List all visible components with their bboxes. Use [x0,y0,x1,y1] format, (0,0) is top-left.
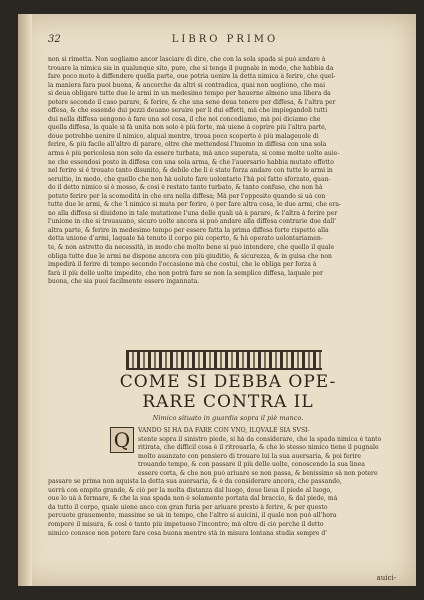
text-line: do il detto nimico si è mosso, & così è restato tanto turbato, & tanto confuso, che non hà [48,184,323,192]
page-gutter [18,14,32,586]
text-line: non si rimetta. Non uogliamo ancor lasciare di dire, che con la sola spada si può andare à [48,56,326,63]
text-line: l'unione in che si trouauano, sicuro uolte ancora si può andare alla diffesa contrarie due dall' [48,218,336,226]
text-line: tutte due le armi, & che 'l nimico si muta per ferire, ò per fare altra cosa, le due armi, che era- [48,201,342,209]
ornamental-band [126,350,322,370]
text-line: ferire, & più facile all'altro di parare, oltre che mettendosi l'huomo in diffesa con una sola [48,141,327,149]
text-line: potuto ferire per la scomodità in che era nella diffesa; Mà per l'opposito quando si uà con [48,192,326,200]
text-line: nel ferire si è trouato tanto disunito, & debile che li è stato forza andare con tutte le armi in [48,167,333,175]
text-line: potere secondo il caso parare, & ferire, & che una sene deua tenere per diffesa, & l'altra per [48,98,336,106]
page-header [48,34,402,48]
chapter-subtitle: Nimico situato in guardia sopra il piè manco. [152,414,304,422]
text-line: percuote grauemente, massime se uà in tempo, che l'altro si auicini, il quale non può all'hora [48,512,337,520]
text-line: ritirata, che difficil cosa è il ritrouarla, & che lo stesso nimico tiene il pugnale [138,444,379,452]
text-line: altra parte, & ferire in medesimo tempo per essere fatta la prima diffesa forte rispetto alla [48,226,329,234]
text-line: te, & non astretto da necessità, in modo che molto bene si può intendere, che quello il quale [48,244,335,252]
text-line: detta unione d'armi, laquale hà tenuto il corpo più coperto, & hà operato uolontariamen- [48,235,323,243]
text-line: essere corta, & che non può ariuare se non passa, & benissimo sà non potere [138,469,378,477]
body-text-lower [48,427,398,538]
text-line: VANDO SI HA DA FARE CON VNO, ILQVALE SIA SVSI- [138,427,310,434]
chapter-title-line2: RARE CONTRA IL [142,392,314,412]
text-line: buona, che sia puoi facilmente essere ingannata. [48,278,200,286]
text-line: rompere il misura, & così è tanto più impetuoso l'incontro; mà oltre di ciò perche il detto [48,521,324,529]
text-line: trouare la nimica sia in qualunque sito, pure, che si tenga il pugnale in modo, che habbia da [48,64,334,72]
text-line: farà il più delle uolte impedito, che non potrà fare se non la semplice diffesa, laquale per [48,269,323,277]
text-line: offesa, & che essendo dui pezzi deuano seruire per li dui effetti, mà che impiegandoli tutti [48,107,328,115]
text-line: no alla diffesa si diuidono in tale mutatione l'una delle quali uà à parare, & l'altra à ferire per [48,209,338,217]
catchword: auici- [376,574,396,582]
body-text-upper [48,56,398,287]
text-line: trouando tempo, & con passare il più delle uolte, conoscendo la sua linea [138,461,365,469]
text-line: stente sopra il sinistro piede, si hà da considerare, che la spada nimica è tanto [138,435,382,443]
book-page [18,14,416,586]
text-line: dui nella diffesa uengono à fare una sol cosa, il che noi concediamo, mà poi diciamo che [48,115,321,123]
text-line: doue potrebbe uenire il nimico, alqual mentre, troua poco scoperto è più malageuole di [48,132,319,140]
page-number: 32 [48,34,61,45]
drop-cap: Q [110,427,134,453]
text-line: molto auanzato con pensiero di trouare lui la sua auersaria, & poi ferire [138,452,362,460]
running-title: LIBRO PRIMO [171,34,279,45]
text-line: si deua obligare tutte due le armi in un medesimo tempo per hauerne almeno una libera da [48,90,331,98]
text-line: seruitio, in modo, che quello che non hà uoluto fare uolontario l'hà poi fatto sforzato, quan- [48,175,331,183]
text-line: quella diffesa, la quale si fà unita non solo è più forte, mà uiene à coprire più l'altra parte, [48,124,327,132]
text-line: obliga tutte due le armi ne dispone ancora con più giuditio, & sicurezza, & in guisa che non [48,252,332,260]
chapter-title-line1: COME SI DEBBA OPE- [119,372,337,392]
text-line: da tutto il corpo, quale uiene anco con gran furia per ariuare presto à ferire, & per questo [48,503,328,511]
text-line: impedirà il ferire di tempo secondo l'occasione mà che costui, che le obliga per forza à [48,261,317,269]
text-line: ne che essendosi posto in diffesa con una sola arma, & che l'auersario habbia mutato effetto [48,158,334,166]
text-line: uerrà con empito grande, & ciò per la molta distanza dal luogo, doue lieua il piede al luogo, [48,486,333,494]
text-line: oue lo uà à fermare, & che la sua spada non è solamente portata dal braccio, & dal piede, mà [48,495,338,503]
text-line: arma è più pericolosa non solo da essere turbata, mà anco superata, si come molte uolte auie- [48,150,340,158]
text-line: nimico conosce non potere fare cosa buona mentre stà in misura lontana studia sempre d' [48,529,327,537]
text-line: la maniera fara puoi buona, & ancorche da altri si contradica, quai non uogliono, che mai [48,81,326,89]
text-line: fare poco moto à diffendere quella parte, oue potria uenire la detta nimica à ferire, che quel- [48,73,336,81]
text-line: passare se prima non aquista la detta sua auersaria, & è da considerare ancora, che passando, [48,478,342,486]
